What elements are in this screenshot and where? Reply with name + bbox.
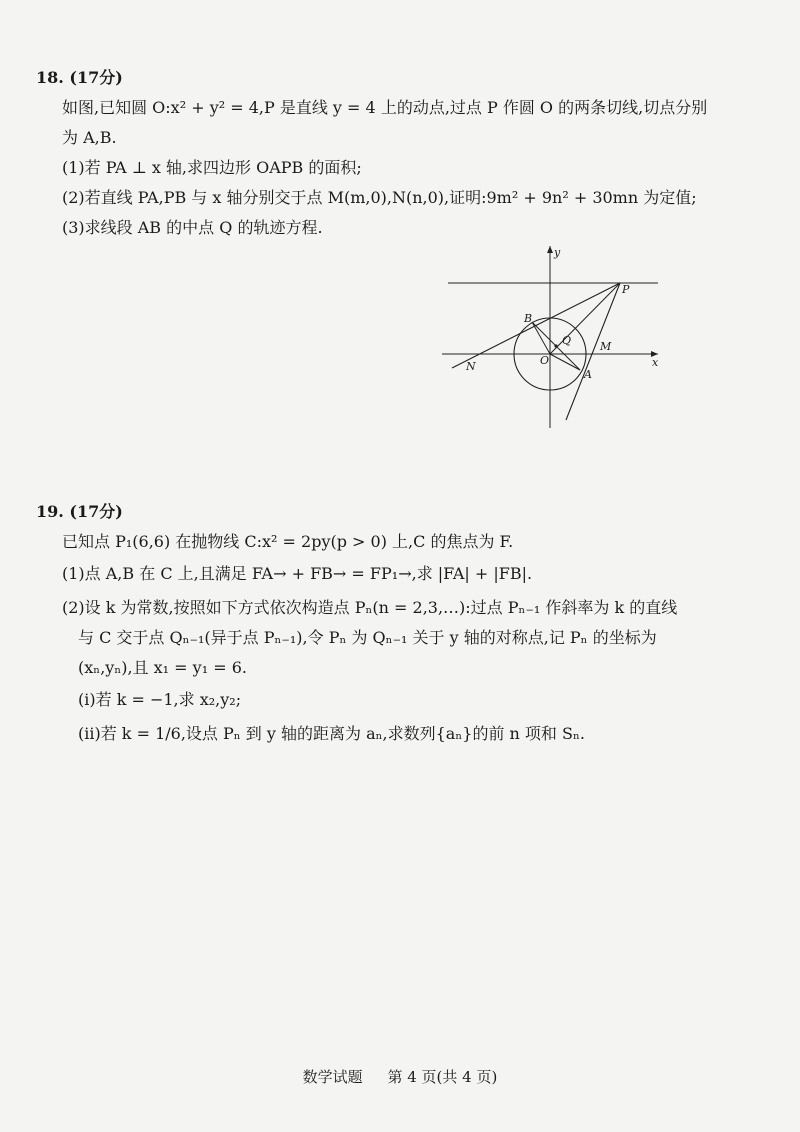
label-n: N: [466, 360, 476, 373]
label-x: x: [652, 356, 659, 369]
footer-page-number: 第 4 页(共 4 页): [387, 1068, 498, 1086]
label-q: Q: [562, 334, 572, 347]
q18-part1: (1)若 PA ⊥ x 轴,求四边形 OAPB 的面积;: [62, 158, 362, 177]
q18-part2: (2)若直线 PA,PB 与 x 轴分别交于点 M(m,0),N(n,0),证明:9m² + 9n² + 30mn 为定值;: [62, 188, 697, 207]
q18-part3: (3)求线段 AB 的中点 Q 的轨迹方程.: [62, 218, 323, 237]
label-m: M: [600, 340, 612, 353]
point-q: [554, 344, 557, 347]
q19-part2-line2: 与 C 交于点 Qₙ₋₁(异于点 Pₙ₋₁),令 Pₙ 为 Qₙ₋₁ 关于 y 轴的对称点,记 Pₙ 的坐标为: [78, 628, 657, 647]
q18-figure: [440, 238, 670, 430]
y-axis-arrow: [547, 246, 553, 253]
label-o: O: [540, 354, 550, 367]
q18-header: 18. (17分): [36, 68, 123, 87]
label-y: y: [554, 246, 561, 259]
label-p: P: [622, 283, 630, 296]
q18-intro-line1: 如图,已知圆 O:x² + y² = 4,P 是直线 y = 4 上的动点,过点 P 作圆 O 的两条切线,切点分别: [62, 98, 708, 117]
label-b: B: [524, 312, 533, 325]
q19-part1: (1)点 A,B 在 C 上,且满足 FA→ + FB→ = FP₁→,求 |FA| + |FB|.: [62, 564, 533, 583]
q19-sub-i: (ⅰ)若 k = −1,求 x₂,y₂;: [78, 690, 242, 709]
q19-part2-line3: (xₙ,yₙ),且 x₁ = y₁ = 6.: [78, 658, 247, 677]
tangent-pa: [566, 283, 620, 420]
q19-intro: 已知点 P₁(6,6) 在抛物线 C:x² = 2py(p > 0) 上,C 的焦点为 F.: [62, 532, 514, 551]
q19-sub-ii: (ⅱ)若 k = 1/6,设点 Pₙ 到 y 轴的距离为 aₙ,求数列{aₙ}的前 n 项和 Sₙ.: [78, 724, 585, 743]
label-a: A: [584, 368, 592, 381]
page-footer: [0, 1066, 800, 1087]
footer-subject: 数学试题: [302, 1068, 363, 1086]
q19-part2-line1: (2)设 k 为常数,按照如下方式依次构造点 Pₙ(n = 2,3,…):过点 Pₙ₋₁ 作斜率为 k 的直线: [62, 598, 678, 617]
q19-header: 19. (17分): [36, 502, 123, 521]
q18-intro-line2: 为 A,B.: [62, 128, 117, 147]
segment-oa: [550, 354, 580, 370]
